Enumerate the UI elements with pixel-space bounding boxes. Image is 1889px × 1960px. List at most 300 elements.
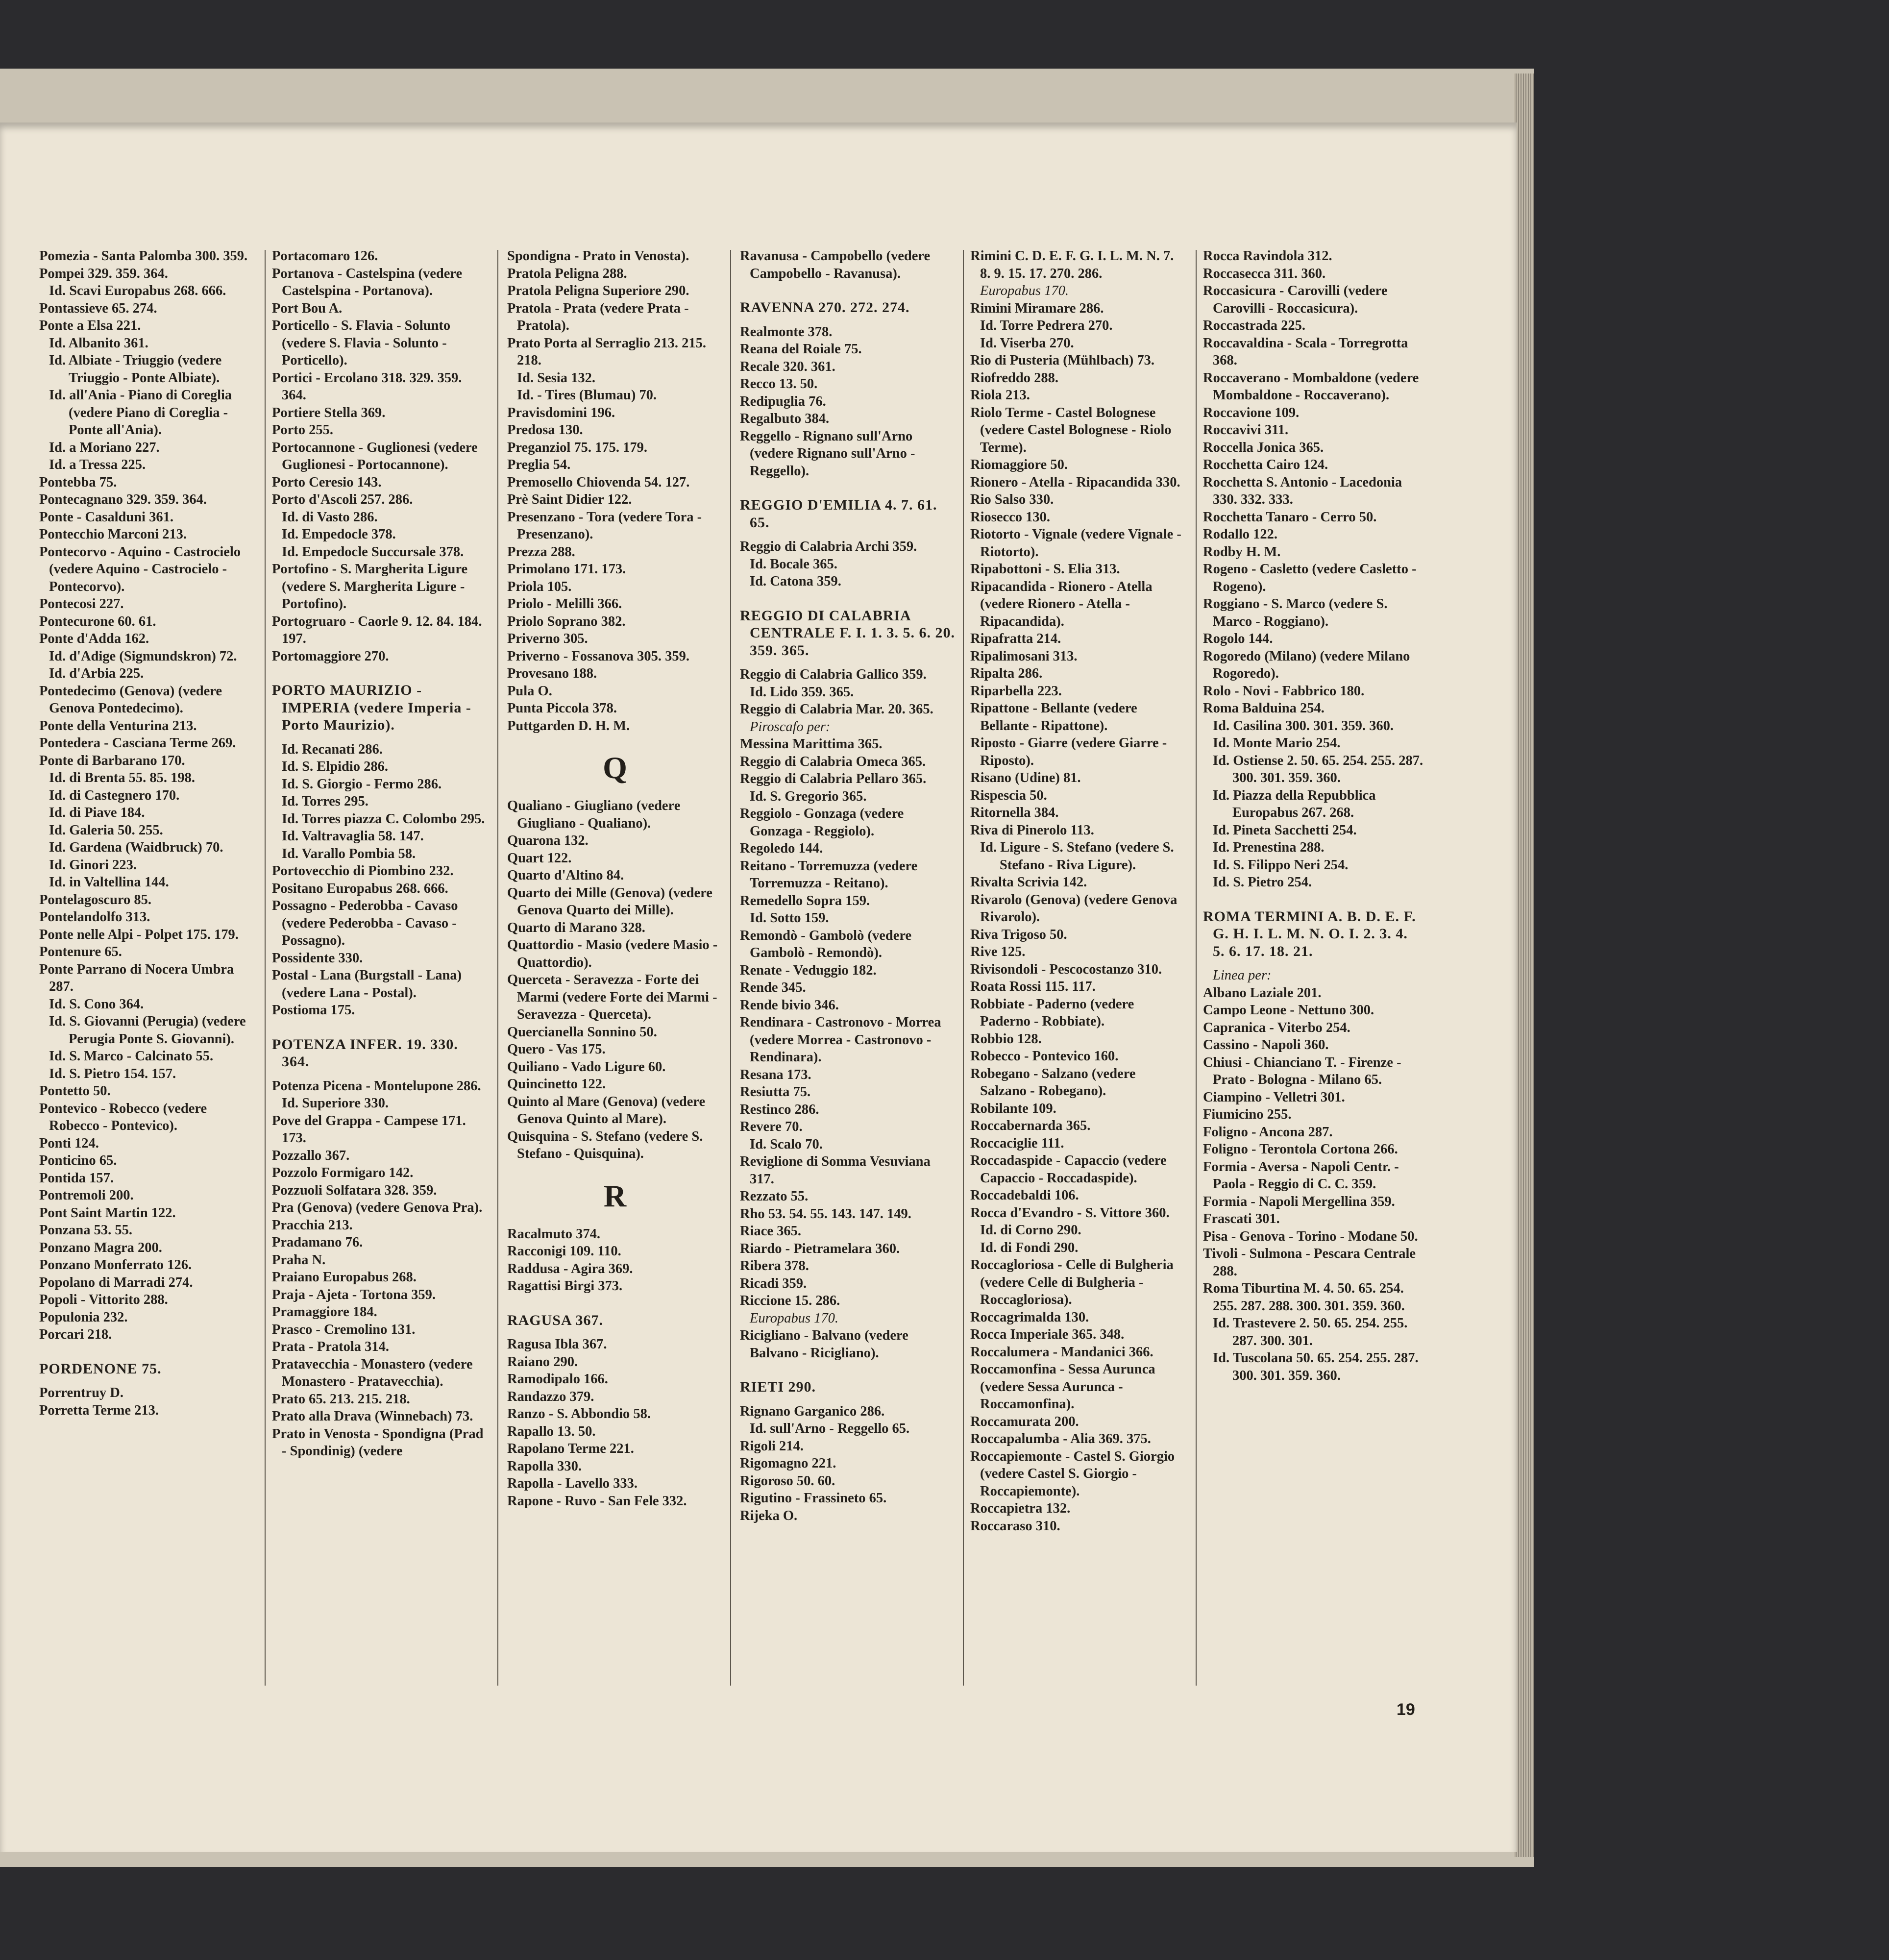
index-entry: Querceta - Seravezza - Forte dei Marmi (vedere Forte dei Marmi - Seravezza - Querceta). — [507, 972, 717, 1022]
index-entry: Id. Empedocle Succursale 378. — [282, 544, 464, 560]
index-entry: Id. d'Adige (Sigmundskron) 72. — [49, 648, 237, 664]
index-entry: Rende bivio 346. — [740, 997, 839, 1013]
index-entry: Rio Salso 330. — [970, 492, 1054, 507]
index-entry: Tivoli - Sulmona - Pescara Centrale 288. — [1203, 1246, 1416, 1279]
column-2 — [272, 247, 488, 1460]
index-entry: Ciampino - Velletri 301. — [1203, 1089, 1345, 1105]
index-entry: Randazzo 379. — [507, 1389, 594, 1404]
index-entry: Roccavione 109. — [1203, 405, 1300, 420]
index-entry: Id. a Moriano 227. — [49, 440, 160, 455]
index-entry: Formia - Napoli Mergellina 359. — [1203, 1194, 1395, 1209]
index-entry: RAGUSA 367. — [507, 1312, 604, 1328]
index-entry: Roccapiemonte - Castel S. Giorgio (vedere Castel S. Giorgio - Roccapiemonte). — [970, 1448, 1175, 1499]
index-entry: Id. in Valtellina 144. — [49, 875, 169, 890]
index-entry: Resana 173. — [740, 1067, 811, 1082]
index-entry: Quincinetto 122. — [507, 1077, 606, 1092]
column-rule — [265, 250, 266, 1686]
index-entry: Recco 13. 50. — [740, 376, 818, 392]
column-rule — [963, 250, 964, 1686]
index-entry: Pratavecchia - Monastero (vedere Monastero - Pratavecchia). — [272, 1356, 473, 1389]
index-entry: Pratola - Prata (vedere Prata - Pratola). — [507, 300, 689, 333]
index-entry: Praja - Ajeta - Tortona 359. — [272, 1287, 436, 1302]
index-entry: Riosecco 130. — [970, 509, 1051, 525]
index-entry: Id. S. Marco - Calcinato 55. — [49, 1049, 214, 1064]
index-entry: Id. Piazza della Repubblica Europabus 267. 268. — [1213, 787, 1376, 820]
index-entry: Rimini Miramare 286. — [970, 300, 1104, 316]
index-entry: Ponte a Elsa 221. — [39, 318, 141, 333]
index-entry: Rodallo 122. — [1203, 527, 1278, 542]
index-entry: Riolo Terme - Castel Bolognese (vedere Castel Bolognese - Riolo Terme). — [970, 405, 1172, 455]
index-entry: Id. Lido 359. 365. — [750, 684, 854, 700]
index-entry: Id. Valtravaglia 58. 147. — [282, 829, 424, 844]
index-entry: Quarona 132. — [507, 833, 589, 848]
index-entry: Id. Galeria 50. 255. — [49, 822, 163, 838]
index-entry: Portofino - S. Margherita Ligure (vedere S. Margherita Ligure - Portofino). — [272, 562, 468, 612]
index-entry: PORDENONE 75. — [39, 1360, 162, 1377]
index-entry: Quiliano - Vado Ligure 60. — [507, 1059, 666, 1075]
index-entry: Pratola Peligna 288. — [507, 266, 627, 281]
index-entry: Portanova - Castelspina (vedere Castelspina - Portanova). — [272, 266, 463, 298]
index-entry: Messina Marittima 365. — [740, 736, 883, 752]
index-entry: Preganziol 75. 175. 179. — [507, 440, 648, 455]
index-entry: Roma Balduina 254. — [1203, 701, 1325, 716]
index-entry: Prato 65. 213. 215. 218. — [272, 1391, 410, 1407]
index-entry: Pontecagnano 329. 359. 364. — [39, 492, 207, 507]
index-entry: Reggiolo - Gonzaga (vedere Gonzaga - Reggiolo). — [740, 806, 904, 839]
index-entry: Quisquina - S. Stefano (vedere S. Stefano - Quisquina). — [507, 1128, 703, 1161]
index-entry: Roma Tiburtina M. 4. 50. 65. 254. 255. 287. 288. 300. 301. 359. 360. — [1203, 1281, 1405, 1314]
index-entry: Id. di Castegnero 170. — [49, 787, 180, 803]
index-entry: Rocca d'Evandro - S. Vittore 360. — [970, 1205, 1170, 1221]
index-entry: Id. S. Gregorio 365. — [750, 788, 867, 804]
index-entry: Ponzano Magra 200. — [39, 1240, 162, 1255]
index-entry: Primolano 171. 173. — [507, 562, 626, 577]
index-entry: Ravanusa - Campobello (vedere Campobello - Ravanusa). — [740, 248, 931, 281]
index-entry: Port Bou A. — [272, 300, 343, 316]
index-entry: Priverno 305. — [507, 631, 588, 646]
index-entry: Pravisdomini 196. — [507, 405, 615, 420]
index-entry: Riomaggiore 50. — [970, 457, 1068, 472]
index-entry: Rogeno - Casletto (vedere Casletto - Rogeno). — [1203, 562, 1417, 594]
column-4 — [740, 247, 958, 1524]
index-entry: Predosa 130. — [507, 422, 583, 438]
index-entry: Renate - Veduggio 182. — [740, 962, 877, 978]
index-entry: Presenzano - Tora (vedere Tora - Presenzano). — [507, 509, 702, 542]
index-entry: Reitano - Torremuzza (vedere Torremuzza - Reitano). — [740, 858, 918, 891]
index-entry: Roccavivi 311. — [1203, 422, 1289, 438]
index-entry: Id. Torre Pedrera 270. — [980, 318, 1113, 333]
index-entry: Id. Torres piazza C. Colombo 295. — [282, 811, 485, 827]
index-entry: Portocannone - Guglionesi (vedere Guglionesi - Portocannone). — [272, 440, 478, 472]
index-entry: Rignano Garganico 286. — [740, 1403, 885, 1419]
column-5 — [970, 247, 1183, 1535]
index-entry: Rogoredo (Milano) (vedere Milano Rogoredo). — [1203, 648, 1410, 681]
index-entry: REGGIO DI CALABRIA CENTRALE F. I. 1. 3. 5. 6. 20. 359. 365. — [740, 607, 955, 659]
index-entry: Pula O. — [507, 683, 552, 699]
index-entry: Riola 213. — [970, 388, 1030, 403]
column-1 — [39, 247, 250, 1419]
index-entry: Risano (Udine) 81. — [970, 770, 1081, 785]
index-entry: Ricigliano - Balvano (vedere Balvano - Ricigliano). — [740, 1328, 908, 1361]
index-entry: Id. S. Cono 364. — [49, 996, 144, 1012]
index-entry: Roccamurata 200. — [970, 1414, 1079, 1429]
index-entry: Id. Albiate - Triuggio (vedere Triuggio - Ponte Albiate). — [49, 353, 222, 386]
index-entry: Roccadebaldi 106. — [970, 1188, 1079, 1203]
index-entry: Revere 70. — [740, 1119, 803, 1134]
index-entry: Capranica - Viterbo 254. — [1203, 1020, 1350, 1035]
column-rule — [497, 250, 498, 1686]
index-entry: Portogruaro - Caorle 9. 12. 84. 184. 197. — [272, 613, 482, 646]
index-entry: Pontecchio Marconi 213. — [39, 527, 187, 542]
index-entry: Pisa - Genova - Torino - Modane 50. — [1203, 1228, 1418, 1244]
index-entry: Riva di Pinerolo 113. — [970, 822, 1094, 838]
index-entry: Possidente 330. — [272, 950, 363, 966]
index-entry: Prezza 288. — [507, 544, 575, 560]
index-entry: Rivalta Scrivia 142. — [970, 875, 1087, 890]
index-entry: Rezzato 55. — [740, 1189, 809, 1204]
index-entry: Prè Saint Didier 122. — [507, 492, 632, 507]
index-entry: Raddusa - Agira 369. — [507, 1261, 633, 1276]
index-entry: Reviglione di Somma Vesuviana 317. — [740, 1154, 931, 1187]
index-entry: Quinto al Mare (Genova) (vedere Genova Quinto al Mare). — [507, 1094, 706, 1127]
column-6 — [1203, 247, 1423, 1384]
index-entry: Rapolla - Lavello 333. — [507, 1476, 638, 1491]
index-entry: Id. all'Ania - Piano di Coreglia (vedere Piano di Coreglia - Ponte all'Ania). — [49, 388, 232, 438]
index-entry: Europabus 170. — [980, 283, 1069, 298]
index-entry: Ponticino 65. — [39, 1153, 117, 1168]
index-entry: Ponte - Casalduni 361. — [39, 509, 173, 525]
index-entry: Postal - Lana (Burgstall - Lana) (vedere Lana - Postal). — [272, 968, 462, 1001]
index-entry: Ripafratta 214. — [970, 631, 1061, 646]
index-entry: Rocchetta S. Antonio - Lacedonia 330. 332. 333. — [1203, 474, 1402, 507]
index-entry: Pontecorvo - Aquino - Castrocielo (vedere Aquino - Castrocielo - Pontecorvo). — [39, 544, 241, 594]
index-entry: Priolo Soprano 382. — [507, 613, 626, 629]
index-entry: Quero - Vas 175. — [507, 1042, 606, 1057]
index-entry: Id. Albanito 361. — [49, 335, 148, 351]
index-entry: Id. sull'Arno - Reggello 65. — [750, 1421, 910, 1436]
column-rule — [1196, 250, 1197, 1686]
index-entry: Reggio di Calabria Pellaro 365. — [740, 771, 927, 786]
page-edges — [1514, 74, 1534, 1857]
index-entry: Praiano Europabus 268. — [272, 1270, 417, 1285]
index-entry: Campo Leone - Nettuno 300. — [1203, 1003, 1374, 1018]
index-entry: Ragattisi Birgi 373. — [507, 1278, 623, 1294]
index-entry: Rogolo 144. — [1203, 631, 1273, 646]
index-entry: Roccavaldina - Scala - Torregrotta 368. — [1203, 335, 1408, 368]
index-entry: Robilante 109. — [970, 1101, 1056, 1116]
index-entry: Reggio di Calabria Mar. 20. 365. — [740, 702, 933, 717]
index-entry: Id. Catona 359. — [750, 574, 841, 589]
index-entry: Porrentruy D. — [39, 1385, 124, 1400]
index-entry: Id. Empedocle 378. — [282, 527, 396, 542]
index-entry: Ponzano Monferrato 126. — [39, 1257, 192, 1273]
index-entry: Portacomaro 126. — [272, 248, 378, 264]
index-entry: Pontecosi 227. — [39, 596, 124, 612]
index-entry: Ponte nelle Alpi - Polpet 175. 179. — [39, 927, 239, 942]
index-entry: Pontremoli 200. — [39, 1188, 134, 1203]
index-entry: Rigutino - Frassineto 65. — [740, 1491, 887, 1506]
index-entry: Popolano di Marradi 274. — [39, 1274, 193, 1290]
index-entry: Rendinara - Castronovo - Morrea (vedere Morrea - Castronovo - Rendinara). — [740, 1015, 941, 1065]
index-entry: Roccasecca 311. 360. — [1203, 266, 1326, 281]
index-entry: Reggio di Calabria Gallico 359. — [740, 667, 927, 682]
index-entry: Id. Superiore 330. — [282, 1096, 389, 1111]
index-entry: Racalmuto 374. — [507, 1226, 600, 1242]
index-entry: Robbio 128. — [970, 1031, 1042, 1047]
index-entry: Id. Ostiense 2. 50. 65. 254. 255. 287. 300. 301. 359. 360. — [1213, 753, 1423, 785]
index-entry: Roccella Jonica 365. — [1203, 440, 1324, 455]
index-entry: Pratola Peligna Superiore 290. — [507, 283, 689, 298]
index-entry: RIETI 290. — [740, 1379, 816, 1395]
section-letter: R — [603, 1178, 627, 1213]
index-entry: Raiano 290. — [507, 1354, 578, 1370]
index-entry: Ramodipalo 166. — [507, 1372, 608, 1387]
index-entry: Id. a Tressa 225. — [49, 457, 146, 472]
index-entry: Prasco - Cremolino 131. — [272, 1322, 416, 1337]
index-entry: Id. S. Elpidio 286. — [282, 759, 389, 774]
index-entry: Quarto di Marano 328. — [507, 920, 645, 935]
index-entry: Roccadaspide - Capaccio (vedere Capaccio - Roccadaspide). — [970, 1153, 1167, 1186]
index-entry: Resiutta 75. — [740, 1084, 811, 1100]
index-entry: Id. Casilina 300. 301. 359. 360. — [1213, 718, 1394, 734]
index-entry: Id. S. Filippo Neri 254. — [1213, 857, 1349, 873]
index-entry: Ripacandida - Rionero - Atella (vedere Rionero - Atella - Ripacandida). — [970, 579, 1153, 629]
index-entry: ROMA TERMINI A. B. D. E. F. G. H. I. L. M. N. O. I. 2. 3. 4. 5. 6. 17. 18. 21. — [1203, 908, 1416, 959]
index-entry: Roccamonfina - Sessa Aurunca (vedere Sessa Aurunca - Roccamonfina). — [970, 1362, 1155, 1412]
index-entry: Riparbella 223. — [970, 683, 1062, 699]
index-entry: Id. d'Arbia 225. — [49, 666, 144, 681]
index-entry: Roccaraso 310. — [970, 1518, 1060, 1534]
index-entry: Portovecchio di Piombino 232. — [272, 863, 454, 879]
index-entry: Roggiano - S. Marco (vedere S. Marco - Roggiano). — [1203, 596, 1388, 629]
index-entry: Prato Porta al Serraglio 213. 215. 218. — [507, 335, 707, 368]
index-entry: Roata Rossi 115. 117. — [970, 979, 1096, 994]
index-entry: Piroscafo per: — [750, 719, 831, 735]
index-entry: Robbiate - Paderno (vedere Paderno - Robbiate). — [970, 996, 1134, 1029]
index-entry: Id. Pineta Sacchetti 254. — [1213, 822, 1357, 838]
index-entry: Id. Varallo Pombia 58. — [282, 846, 416, 861]
index-entry: Albano Laziale 201. — [1203, 985, 1322, 1001]
index-entry: Positano Europabus 268. 666. — [272, 881, 448, 896]
index-entry: Id. Gardena (Waidbruck) 70. — [49, 840, 223, 855]
index-entry: REGGIO D'EMILIA 4. 7. 61. 65. — [740, 497, 937, 531]
index-entry: Portici - Ercolano 318. 329. 359. 364. — [272, 370, 462, 403]
index-entry: Rapolla 330. — [507, 1458, 582, 1474]
index-entry: Id. Ginori 223. — [49, 857, 137, 873]
index-entry: Id. di Corno 290. — [980, 1223, 1081, 1238]
index-entry: Id. S. Pietro 154. 157. — [49, 1066, 176, 1081]
index-entry: Europabus 170. — [750, 1310, 839, 1326]
page-number: 19 — [1397, 1700, 1415, 1719]
index-entry: Roccalumera - Mandanici 366. — [970, 1344, 1153, 1360]
index-entry: Rapolano Terme 221. — [507, 1441, 634, 1456]
index-entry: Id. S. Giorgio - Fermo 286. — [282, 776, 442, 792]
index-entry: RAVENNA 270. 272. 274. — [740, 299, 910, 316]
index-entry: Quercianella Sonnino 50. — [507, 1024, 657, 1040]
index-entry: Rionero - Atella - Ripacandida 330. — [970, 474, 1180, 490]
index-entry: Porto Ceresio 143. — [272, 474, 382, 490]
index-entry: Rispescia 50. — [970, 787, 1047, 803]
index-entry: Pomezia - Santa Palomba 300. 359. — [39, 248, 248, 264]
index-entry: Qualiano - Giugliano (vedere Giugliano - Qualiano). — [507, 798, 681, 831]
index-entry: Reana del Roiale 75. — [740, 342, 862, 357]
index-entry: Populonia 232. — [39, 1309, 128, 1325]
index-entry: Frascati 301. — [1203, 1211, 1280, 1226]
index-entry: Ripalta 286. — [970, 666, 1043, 681]
index-entry: Riposto - Giarre (vedere Giarre - Riposto). — [970, 735, 1167, 768]
index-entry: Rolo - Novi - Fabbrico 180. — [1203, 683, 1365, 699]
index-entry: Rimini C. D. E. F. G. I. L. M. N. 7. 8. 9. 15. 17. 270. 286. — [970, 248, 1174, 281]
index-entry: Ponti 124. — [39, 1135, 99, 1151]
index-entry: Rapone - Ruvo - San Fele 332. — [507, 1493, 687, 1509]
index-entry: Redipuglia 76. — [740, 393, 826, 409]
index-entry: Ponte d'Adda 162. — [39, 631, 149, 646]
index-entry: Cassino - Napoli 360. — [1203, 1037, 1329, 1053]
index-entry: Priolo - Melilli 366. — [507, 596, 622, 612]
index-entry: Roccapietra 132. — [970, 1501, 1071, 1516]
index-entry: Ranzo - S. Abbondio 58. — [507, 1406, 651, 1421]
index-entry: Pompei 329. 359. 364. — [39, 266, 168, 281]
index-entry: Riotorto - Vignale (vedere Vignale - Riotorto). — [970, 527, 1181, 560]
index-entry: Pozzuoli Solfatara 328. 359. — [272, 1182, 437, 1198]
index-entry: Id. Trastevere 2. 50. 65. 254. 255. 287. 300. 301. — [1213, 1316, 1408, 1348]
index-entry: Pove del Grappa - Campese 171. 173. — [272, 1113, 466, 1146]
index-entry: Porto 255. — [272, 422, 334, 438]
index-entry: Riardo - Pietramelara 360. — [740, 1241, 900, 1256]
index-entry: Pradamano 76. — [272, 1235, 363, 1250]
index-entry: Rive 125. — [970, 944, 1026, 959]
index-entry: Remondò - Gambolò (vedere Gambolò - Remondò). — [740, 928, 912, 960]
index-entry: Rio di Pusteria (Mühlbach) 73. — [970, 353, 1155, 368]
index-entry: Regalbuto 384. — [740, 411, 830, 426]
index-entry: Spondigna - Prato in Venosta). — [507, 248, 689, 264]
index-entry: Potenza Picena - Montelupone 286. — [272, 1078, 481, 1094]
index-entry: Preglia 54. — [507, 457, 571, 472]
index-entry: Rivisondoli - Pescocostanzo 310. — [970, 961, 1162, 977]
index-entry: Roccabernarda 365. — [970, 1118, 1091, 1133]
index-entry: Pontelandolfo 313. — [39, 909, 150, 925]
index-entry: Id. S. Pietro 254. — [1213, 875, 1312, 890]
index-entry: Id. Scavi Europabus 268. 666. — [49, 283, 226, 298]
index-entry: Riofreddo 288. — [970, 370, 1058, 386]
index-entry: Fiumicino 255. — [1203, 1107, 1292, 1122]
index-entry: Id. Torres 295. — [282, 794, 368, 809]
column-3 — [507, 247, 723, 1510]
index-entry: Id. Sesia 132. — [517, 370, 595, 386]
index-entry: Ripattone - Bellante (vedere Bellante - Ripattone). — [970, 701, 1137, 734]
index-entry: Ritornella 384. — [970, 805, 1059, 820]
index-entry: Ripalimosani 313. — [970, 648, 1078, 664]
index-entry: Id. Recanati 286. — [282, 741, 383, 757]
index-entry: Rapallo 13. 50. — [507, 1423, 596, 1439]
index-entry: Id. - Tires (Blumau) 70. — [517, 388, 657, 403]
index-entry: Punta Piccola 378. — [507, 701, 617, 716]
index-entry: Riccione 15. 286. — [740, 1293, 840, 1308]
index-entry: Quattordio - Masio (vedere Masio - Quattordio). — [507, 937, 718, 970]
index-entry: Regoledo 144. — [740, 841, 823, 856]
index-entry: Id. Scalo 70. — [750, 1136, 823, 1152]
index-entry: Ponte Parrano di Nocera Umbra 287. — [39, 961, 234, 994]
index-entry: Rende 345. — [740, 980, 806, 995]
index-entry: Pozzallo 367. — [272, 1148, 350, 1163]
index-entry: Pontedera - Casciana Terme 269. — [39, 735, 236, 751]
index-entry: Rodby H. M. — [1203, 544, 1281, 560]
index-entry: Pontedecimo (Genova) (vedere Genova Pontedecimo). — [39, 683, 222, 716]
index-entry: Porretta Terme 213. — [39, 1402, 159, 1418]
index-entry: Id. di Piave 184. — [49, 805, 145, 820]
index-entry: Rijeka O. — [740, 1508, 798, 1523]
section-letter: Q — [603, 750, 627, 785]
index-entry: Pont Saint Martin 122. — [39, 1205, 176, 1221]
index-entry: Rocca Imperiale 365. 348. — [970, 1327, 1125, 1342]
index-entry: Prato alla Drava (Winnebach) 73. — [272, 1409, 473, 1424]
index-entry: Rigoroso 50. 60. — [740, 1473, 835, 1489]
index-entry: Id. Ligure - S. Stefano (vedere S. Stefano - Riva Ligure). — [980, 840, 1174, 873]
index-entry: Pramaggiore 184. — [272, 1304, 377, 1320]
index-entry: Roccaciglie 111. — [970, 1135, 1064, 1151]
index-entry: Ragusa Ibla 367. — [507, 1337, 607, 1352]
index-entry: Pontassieve 65. 274. — [39, 300, 157, 316]
index-entry: Quarto d'Altino 84. — [507, 868, 624, 883]
index-entry: Ripabottoni - S. Elia 313. — [970, 562, 1120, 577]
index-entry: Linea per: — [1213, 968, 1272, 983]
index-entry: Prata - Pratola 314. — [272, 1339, 390, 1354]
index-entry: Prato in Venosta - Spondigna (Prad - Spondinig) (vedere — [272, 1426, 484, 1459]
index-entry: Id. di Vasto 286. — [282, 509, 378, 525]
index-entry: Id. Sotto 159. — [750, 910, 829, 926]
index-entry: Riace 365. — [740, 1224, 802, 1239]
index-entry: Foligno - Ancona 287. — [1203, 1124, 1333, 1140]
index-entry: Rocchetta Tanaro - Cerro 50. — [1203, 509, 1377, 525]
index-entry: Racconigi 109. 110. — [507, 1244, 621, 1259]
index-entry: Praha N. — [272, 1252, 326, 1268]
index-entry: Id. S. Giovanni (Perugia) (vedere Perugia Ponte S. Giovanni). — [49, 1014, 246, 1047]
index-entry: Pracchia 213. — [272, 1217, 353, 1233]
index-entry: Restinco 286. — [740, 1102, 819, 1117]
index-entry: Roccasicura - Carovilli (vedere Carovilli - Roccasicura). — [1203, 283, 1388, 316]
index-entry: Pontida 157. — [39, 1170, 114, 1186]
index-entry: PORTO MAURIZIO - IMPERIA (vedere Imperia - Porto Maurizio). — [272, 682, 471, 733]
index-entry: Id. Tuscolana 50. 65. 254. 255. 287. 300. 301. 359. 360. — [1213, 1350, 1419, 1383]
index-entry: Premosello Chiovenda 54. 127. — [507, 474, 690, 490]
index-entry: Reggello - Rignano sull'Arno (vedere Rignano sull'Arno - Reggello). — [740, 428, 915, 479]
index-entry: Popoli - Vittorito 288. — [39, 1292, 168, 1307]
index-entry: Puttgarden D. H. M. — [507, 718, 630, 734]
index-entry: Rigomagno 221. — [740, 1456, 836, 1471]
index-entry: Rigoli 214. — [740, 1438, 804, 1454]
index-entry: Rivarolo (Genova) (vedere Genova Rivarolo). — [970, 892, 1178, 925]
index-entry: Provesano 188. — [507, 666, 597, 681]
index-entry: Id. Bocale 365. — [750, 556, 837, 572]
index-entry: Portiere Stella 369. — [272, 405, 386, 420]
index-entry: Rho 53. 54. 55. 143. 147. 149. — [740, 1206, 911, 1222]
index-entry: Pra (Genova) (vedere Genova Pra). — [272, 1200, 483, 1215]
index-entry: Pontenure 65. — [39, 944, 122, 959]
column-rule — [730, 250, 731, 1686]
index-entry: Rocchetta Cairo 124. — [1203, 457, 1328, 472]
index-entry: Rocca Ravindola 312. — [1203, 248, 1332, 264]
index-entry: Pontelagoscuro 85. — [39, 892, 152, 907]
index-entry: Formia - Aversa - Napoli Centr. - Paola - Reggio di C. C. 359. — [1203, 1159, 1399, 1192]
index-entry: Realmonte 378. — [740, 324, 833, 340]
index-entry: Porticello - S. Flavia - Solunto (vedere S. Flavia - Solunto - Porticello). — [272, 318, 451, 368]
index-entry: Id. di Fondi 290. — [980, 1240, 1079, 1255]
index-entry: Quarto dei Mille (Genova) (vedere Genova Quarto dei Mille). — [507, 885, 712, 918]
index-entry: Pozzolo Formigaro 142. — [272, 1165, 414, 1180]
index-entry: Id. Viserba 270. — [980, 335, 1074, 351]
index-entry: Reggio di Calabria Archi 359. — [740, 539, 917, 554]
index-entry: Roccapalumba - Alia 369. 375. — [970, 1431, 1151, 1446]
